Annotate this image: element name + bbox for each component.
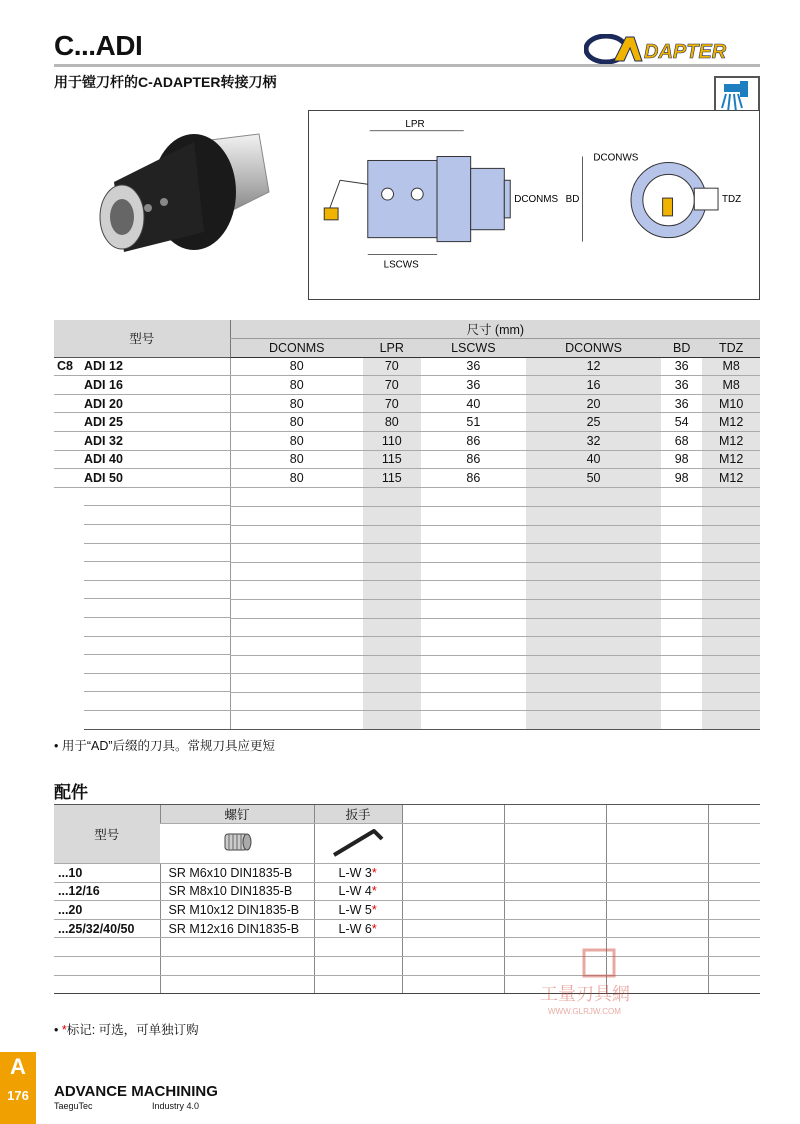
value-cell: 86 bbox=[421, 450, 526, 469]
value-cell: M12 bbox=[702, 432, 760, 451]
value-cell: 16 bbox=[526, 376, 661, 395]
model-cell bbox=[54, 469, 230, 488]
value-cell: 115 bbox=[363, 469, 421, 488]
value-cell: 115 bbox=[363, 450, 421, 469]
value-cell: 80 bbox=[230, 376, 363, 395]
spec-table bbox=[54, 320, 760, 730]
value-cell: 70 bbox=[363, 357, 421, 376]
value-cell: 50 bbox=[526, 469, 661, 488]
value-cell: 98 bbox=[661, 469, 702, 488]
value-cell: 98 bbox=[661, 450, 702, 469]
acc-model-cell: ...10 bbox=[54, 864, 160, 883]
page-subtitle: 用于镗刀杆的C-ADAPTER转接刀柄 bbox=[54, 74, 277, 90]
model-cell bbox=[54, 394, 230, 413]
column-header: DCONWS bbox=[526, 339, 661, 358]
model-name: ADI 16 bbox=[84, 378, 123, 393]
empty-row bbox=[54, 618, 760, 637]
acc-screw-cell: SR M10x12 DIN1835-B bbox=[160, 901, 314, 920]
label-dconms: DCONMS bbox=[514, 194, 559, 206]
acc-model-cell: ...25/32/40/50 bbox=[54, 919, 160, 938]
acc-screw-cell: SR M8x10 DIN1835-B bbox=[160, 882, 314, 901]
model-name: ADI 20 bbox=[84, 396, 123, 411]
section-tab bbox=[0, 1052, 36, 1124]
value-cell: 68 bbox=[661, 432, 702, 451]
page-title: C...ADI bbox=[54, 30, 143, 61]
acc-wrench-header: 扳手 bbox=[314, 805, 402, 824]
value-cell: 36 bbox=[661, 394, 702, 413]
page-number: 176 bbox=[7, 1088, 29, 1103]
acc-row bbox=[54, 882, 760, 901]
acc-row bbox=[54, 919, 760, 938]
value-cell: 80 bbox=[230, 469, 363, 488]
value-cell: M10 bbox=[702, 394, 760, 413]
label-tdz: TDZ bbox=[722, 194, 742, 206]
spec-note: • 用于“AD”后缀的刀具。常规刀具应更短 bbox=[54, 739, 276, 753]
value-cell: 25 bbox=[526, 413, 661, 432]
value-cell: 54 bbox=[661, 413, 702, 432]
empty-row bbox=[54, 637, 760, 656]
empty-row bbox=[54, 581, 760, 600]
model-name: ADI 32 bbox=[84, 433, 123, 448]
empty-row bbox=[54, 692, 760, 711]
table-row bbox=[54, 432, 760, 451]
model-cell bbox=[54, 450, 230, 469]
label-lscws: LSCWS bbox=[383, 259, 419, 271]
acc-model-cell: ...12/16 bbox=[54, 882, 160, 901]
acc-wrench-cell: L-W 6* bbox=[314, 919, 402, 938]
column-header: TDZ bbox=[702, 339, 760, 358]
dimension-group-header: 尺寸 (mm) bbox=[230, 320, 760, 339]
model-cell bbox=[54, 357, 230, 376]
title-divider bbox=[54, 64, 760, 67]
label-bd: BD bbox=[565, 194, 580, 206]
acc-row bbox=[54, 864, 760, 883]
table-row bbox=[54, 469, 760, 488]
table-row bbox=[54, 357, 760, 376]
brand-sub-taegutec: TaeguTec bbox=[54, 1101, 93, 1111]
model-name: ADI 12 bbox=[84, 359, 123, 374]
watermark-url: WWW.GLRJW.COM bbox=[548, 1007, 621, 1016]
value-cell: 70 bbox=[363, 394, 421, 413]
empty-row bbox=[54, 599, 760, 618]
empty-row bbox=[54, 544, 760, 563]
technical-drawing bbox=[308, 110, 760, 300]
model-name: ADI 25 bbox=[84, 415, 123, 430]
model-prefix: C8 bbox=[57, 359, 73, 374]
model-name: ADI 40 bbox=[84, 452, 123, 467]
acc-screw-header: 螺钉 bbox=[160, 805, 314, 824]
empty-row bbox=[54, 674, 760, 693]
model-cell bbox=[54, 413, 230, 432]
empty-row bbox=[54, 506, 760, 525]
value-cell: 86 bbox=[421, 432, 526, 451]
value-cell: 70 bbox=[363, 376, 421, 395]
value-cell: 12 bbox=[526, 357, 661, 376]
value-cell: 80 bbox=[363, 413, 421, 432]
value-cell: M12 bbox=[702, 450, 760, 469]
value-cell: 51 bbox=[421, 413, 526, 432]
brand-name: ADVANCE MACHINING bbox=[54, 1083, 218, 1100]
value-cell: 36 bbox=[661, 357, 702, 376]
empty-row bbox=[54, 487, 760, 506]
screw-image-cell bbox=[160, 824, 314, 864]
value-cell: 86 bbox=[421, 469, 526, 488]
value-cell: M12 bbox=[702, 413, 760, 432]
hex-wrench-icon bbox=[328, 825, 388, 859]
empty-row bbox=[54, 655, 760, 674]
value-cell: 40 bbox=[526, 450, 661, 469]
value-cell: 20 bbox=[526, 394, 661, 413]
model-header: 型号 bbox=[54, 320, 230, 357]
empty-row bbox=[54, 525, 760, 544]
watermark-logo bbox=[540, 946, 670, 1016]
table-row bbox=[54, 376, 760, 395]
value-cell: M12 bbox=[702, 469, 760, 488]
value-cell: 40 bbox=[421, 394, 526, 413]
value-cell: 36 bbox=[421, 376, 526, 395]
table-row bbox=[54, 450, 760, 469]
empty-row bbox=[54, 711, 760, 730]
value-cell: 80 bbox=[230, 357, 363, 376]
empty-row bbox=[54, 562, 760, 581]
value-cell: M8 bbox=[702, 357, 760, 376]
acc-row bbox=[54, 901, 760, 920]
acc-wrench-cell: L-W 4* bbox=[314, 882, 402, 901]
value-cell: 80 bbox=[230, 413, 363, 432]
acc-wrench-cell: L-W 3* bbox=[314, 864, 402, 883]
value-cell: 80 bbox=[230, 394, 363, 413]
acc-model-cell: ...20 bbox=[54, 901, 160, 920]
advance-machining-logo bbox=[54, 1080, 224, 1112]
value-cell: 80 bbox=[230, 450, 363, 469]
product-photo bbox=[84, 112, 284, 272]
accessories-title: 配件 bbox=[54, 783, 88, 802]
acc-screw-cell: SR M6x10 DIN1835-B bbox=[160, 864, 314, 883]
section-letter: A bbox=[10, 1054, 26, 1079]
column-header: LPR bbox=[363, 339, 421, 358]
value-cell: 110 bbox=[363, 432, 421, 451]
c-adapter-logo bbox=[584, 34, 762, 64]
label-dconws: DCONWS bbox=[593, 152, 639, 164]
model-cell bbox=[54, 432, 230, 451]
column-header: BD bbox=[661, 339, 702, 358]
value-cell: M8 bbox=[702, 376, 760, 395]
acc-model-header: 型号 bbox=[54, 805, 160, 864]
svg-text:DAPTER: DAPTER bbox=[644, 41, 727, 63]
column-header: LSCWS bbox=[421, 339, 526, 358]
column-header: DCONMS bbox=[230, 339, 363, 358]
table-row bbox=[54, 413, 760, 432]
table-row bbox=[54, 394, 760, 413]
value-cell: 36 bbox=[661, 376, 702, 395]
value-cell: 80 bbox=[230, 432, 363, 451]
model-cell bbox=[54, 376, 230, 395]
acc-wrench-cell: L-W 5* bbox=[314, 901, 402, 920]
value-cell: 36 bbox=[421, 357, 526, 376]
set-screw-icon bbox=[220, 827, 254, 857]
acc-screw-cell: SR M12x16 DIN1835-B bbox=[160, 919, 314, 938]
value-cell: 32 bbox=[526, 432, 661, 451]
wrench-image-cell bbox=[314, 824, 402, 864]
model-name: ADI 50 bbox=[84, 471, 123, 486]
label-lpr: LPR bbox=[405, 118, 425, 130]
brand-sub-industry: Industry 4.0 bbox=[152, 1101, 200, 1111]
watermark-text: 工量刃具網 bbox=[540, 984, 630, 1005]
accessories-note: • *标记: 可选，可单独订购 bbox=[54, 1023, 199, 1037]
